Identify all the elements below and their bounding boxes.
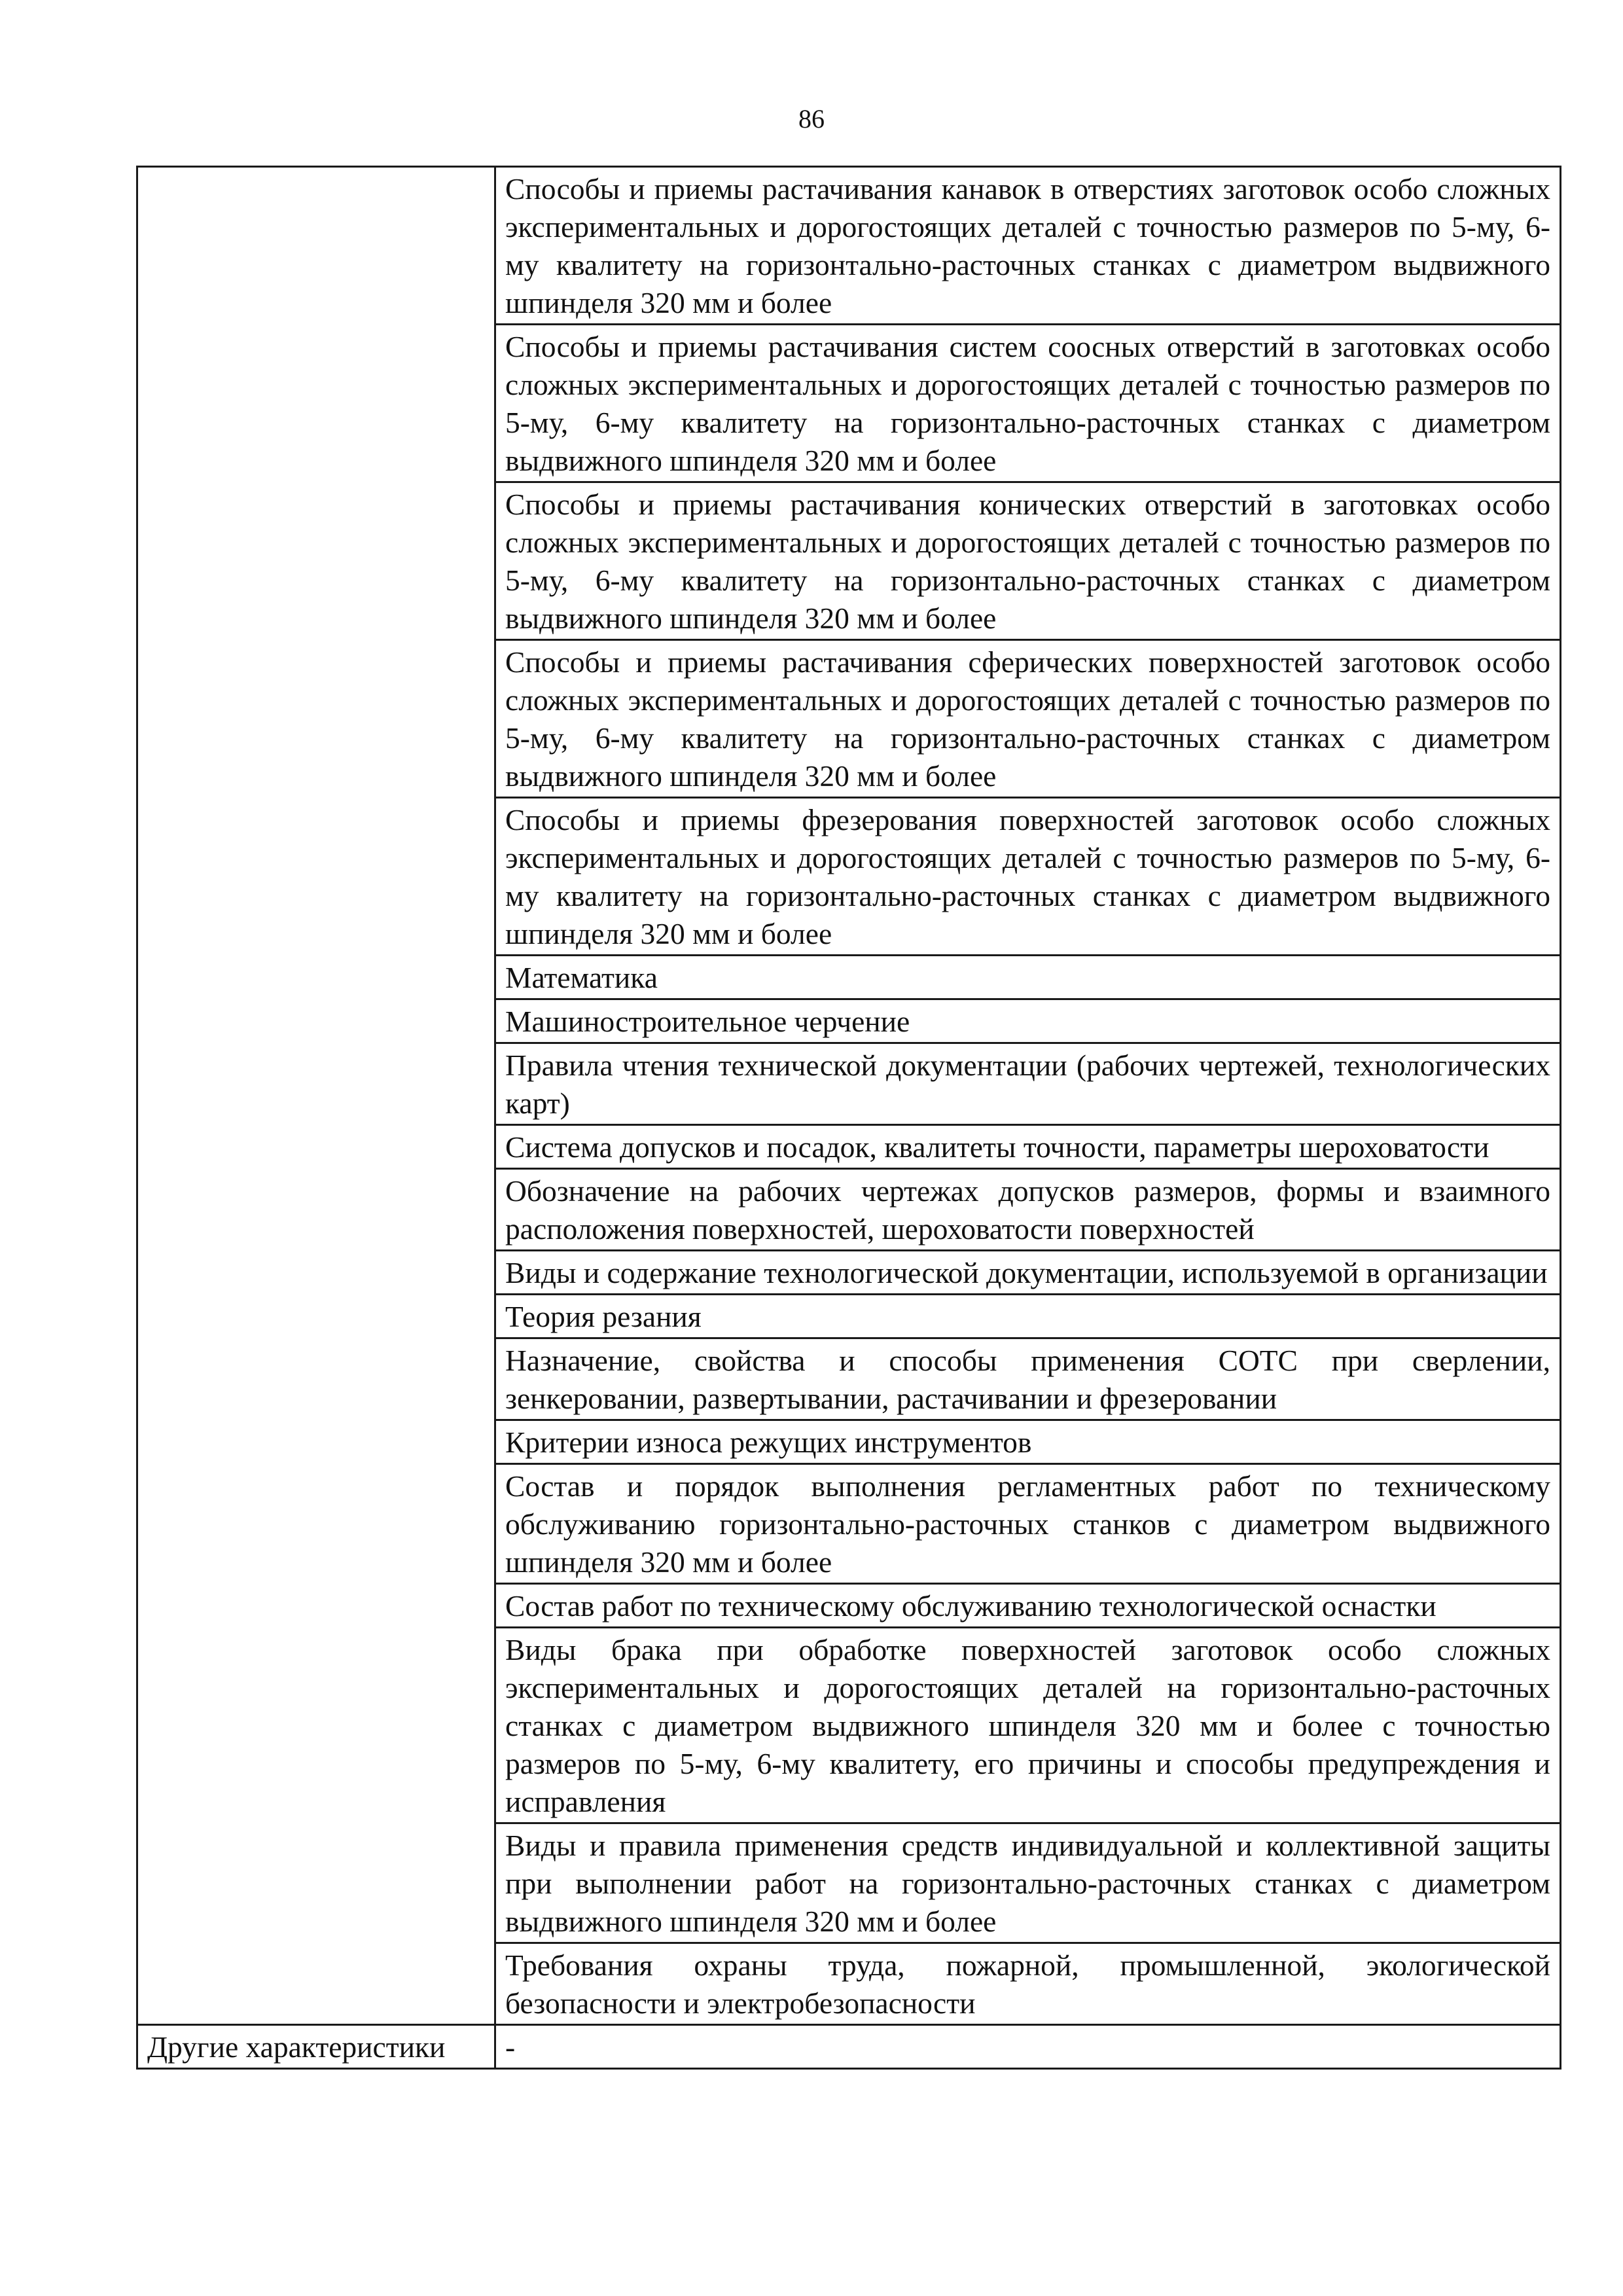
table-cell: Назначение, свойства и способы применения СОТС при сверлении, зенкеровании, развертывании, растачивании и фрезеровании [495, 1338, 1561, 1420]
table-cell: Машиностроительное черчение [495, 999, 1561, 1043]
table-cell: Состав и порядок выполнения регламентных работ по техническому обслуживанию горизонтально-расточных станков с диаметром выдвижного шпинделя 320 мм и более [495, 1464, 1561, 1584]
table-cell: Критерии износа режущих инструментов [495, 1420, 1561, 1464]
table-cell: Виды и содержание технологической документации, используемой в организации [495, 1251, 1561, 1295]
other-characteristics-value: - [495, 2025, 1561, 2069]
knowledge-table [136, 166, 1561, 2070]
table-cell: Система допусков и посадок, квалитеты точности, параметры шероховатости [495, 1125, 1561, 1169]
other-characteristics-label: Другие характеристики [137, 2025, 495, 2069]
left-column-empty-cell [137, 167, 495, 2025]
table-row [137, 167, 1561, 325]
table-cell: Правила чтения технической документации (рабочих чертежей, технологических карт) [495, 1043, 1561, 1125]
table-cell: Способы и приемы растачивания канавок в отверстиях заготовок особо сложных экспериментальных и дорогостоящих деталей с точностью размеров по 5-му, 6-му квалитету на горизонтально-расточных станках с диаметром выдвижного шпинделя 320 мм и более [495, 167, 1561, 325]
table-cell: Способы и приемы растачивания систем соосных отверстий в заготовках особо сложных экспериментальных и дорогостоящих деталей с точностью размеров по 5-му, 6-му квалитету на горизонтально-расточных станках с диаметром выдвижного шпинделя 320 мм и более [495, 325, 1561, 482]
table-cell: Способы и приемы растачивания сферических поверхностей заготовок особо сложных экспериментальных и дорогостоящих деталей с точностью размеров по 5-му, 6-му квалитету на горизонтально-расточных станках с диаметром выдвижного шпинделя 320 мм и более [495, 640, 1561, 798]
table-cell: Способы и приемы фрезерования поверхностей заготовок особо сложных экспериментальных и дорогостоящих деталей с точностью размеров по 5-му, 6-му квалитету на горизонтально-расточных станках с диаметром выдвижного шпинделя 320 мм и более [495, 798, 1561, 956]
other-characteristics-row [137, 2025, 1561, 2069]
table-cell: Требования охраны труда, пожарной, промышленной, экологической безопасности и электробезопасности [495, 1943, 1561, 2025]
page-number: 86 [798, 104, 825, 134]
table-cell: Состав работ по техническому обслуживанию технологической оснастки [495, 1584, 1561, 1628]
table-cell: Виды и правила применения средств индивидуальной и коллективной защиты при выполнении работ на горизонтально-расточных станках с диаметром выдвижного шпинделя 320 мм и более [495, 1823, 1561, 1943]
table-cell: Способы и приемы растачивания конических отверстий в заготовках особо сложных экспериментальных и дорогостоящих деталей с точностью размеров по 5-му, 6-му квалитету на горизонтально-расточных станках с диаметром выдвижного шпинделя 320 мм и более [495, 482, 1561, 640]
table-cell: Виды брака при обработке поверхностей заготовок особо сложных экспериментальных и дорогостоящих деталей на горизонтально-расточных станках с диаметром выдвижного шпинделя 320 мм и более с точностью размеров по 5-му, 6-му квалитету, его причины и способы предупреждения и исправления [495, 1628, 1561, 1823]
table-cell: Математика [495, 956, 1561, 999]
table-cell: Обозначение на рабочих чертежах допусков размеров, формы и взаимного расположения поверхностей, шероховатости поверхностей [495, 1169, 1561, 1251]
table-cell: Теория резания [495, 1295, 1561, 1338]
